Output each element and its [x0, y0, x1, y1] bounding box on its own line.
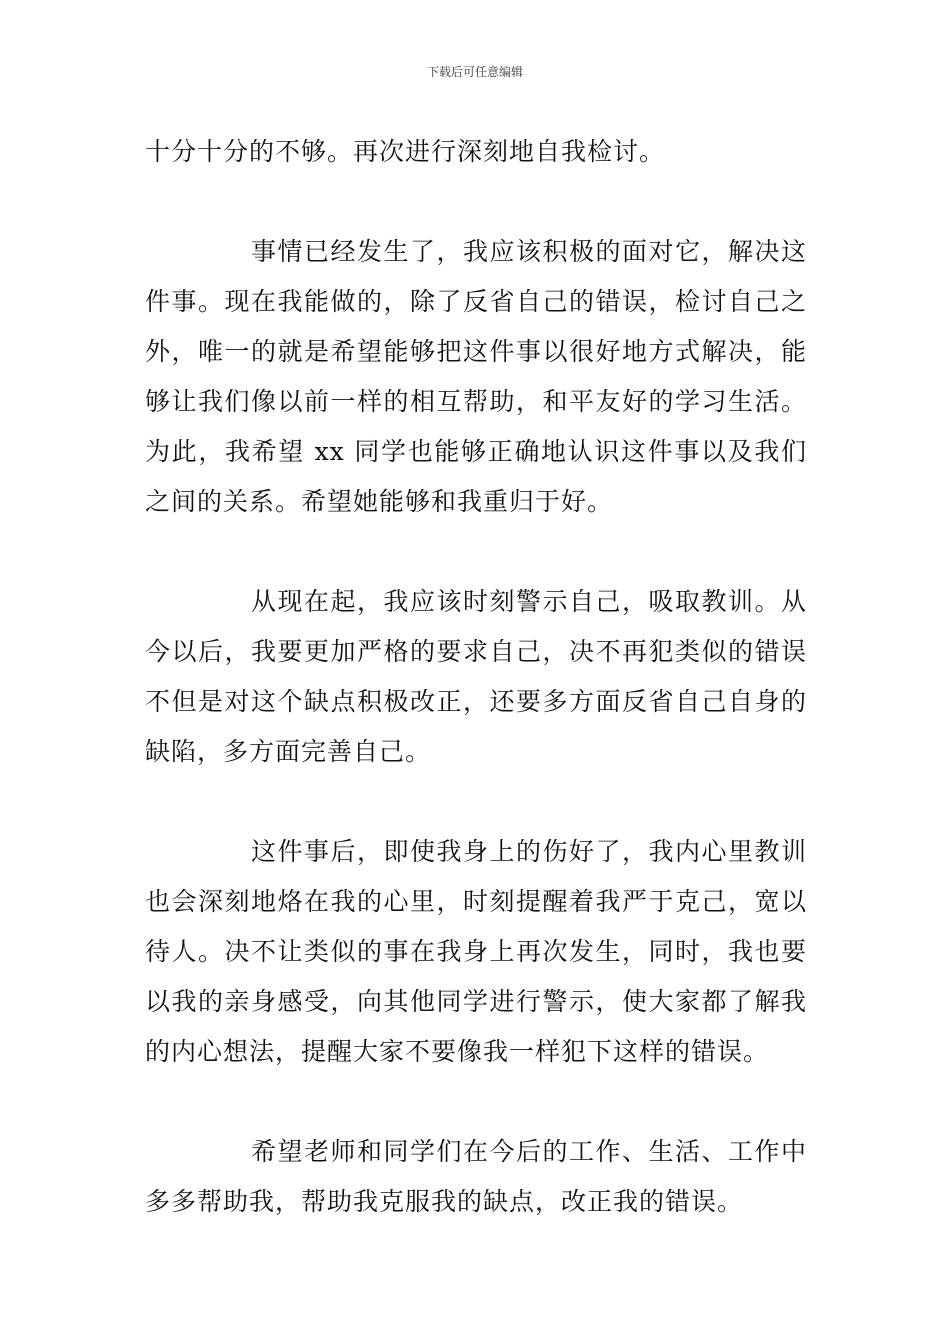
paragraph-spacer	[145, 777, 807, 827]
paragraph-5: 希望老师和同学们在今后的工作、生活、工作中多多帮助我，帮助我克服我的缺点，改正我的错误。	[145, 1137, 807, 1216]
paragraph-1: 十分十分的不够。再次进行深刻地自我检讨。	[145, 137, 666, 166]
document-body	[145, 127, 807, 1227]
paragraph-2: 事情已经发生了，我应该积极的面对它，解决这件事。现在我能做的，除了反省自己的错误，检讨自己之外，唯一的就是希望能够把这件事以很好地方式解决，能够让我们像以前一样的相互帮助，和平友好的学习生活。为此，我希望 xx 同学也能够正确地认识这件事以及我们之间的关系。希望她能够和我重归于好。	[145, 237, 807, 516]
paragraph-spacer	[145, 527, 807, 577]
paragraph-4: 这件事后，即使我身上的伤好了，我内心里教训也会深刻地烙在我的心里，时刻提醒着我严于克己，宽以待人。决不让类似的事在我身上再次发生，同时，我也要以我的亲身感受，向其他同学进行警示，使大家都了解我的内心想法，提醒大家不要像我一样犯下这样的错误。	[145, 837, 807, 1066]
paragraph-spacer	[145, 1077, 807, 1127]
paragraph-spacer	[145, 177, 807, 227]
page-header: 下载后可任意编辑	[426, 65, 523, 79]
paragraph-3: 从现在起，我应该时刻警示自己，吸取教训。从今以后，我要更加严格的要求自己，决不再犯类似的错误不但是对这个缺点积极改正，还要多方面反省自己自身的缺陷，多方面完善自己。	[145, 587, 807, 766]
